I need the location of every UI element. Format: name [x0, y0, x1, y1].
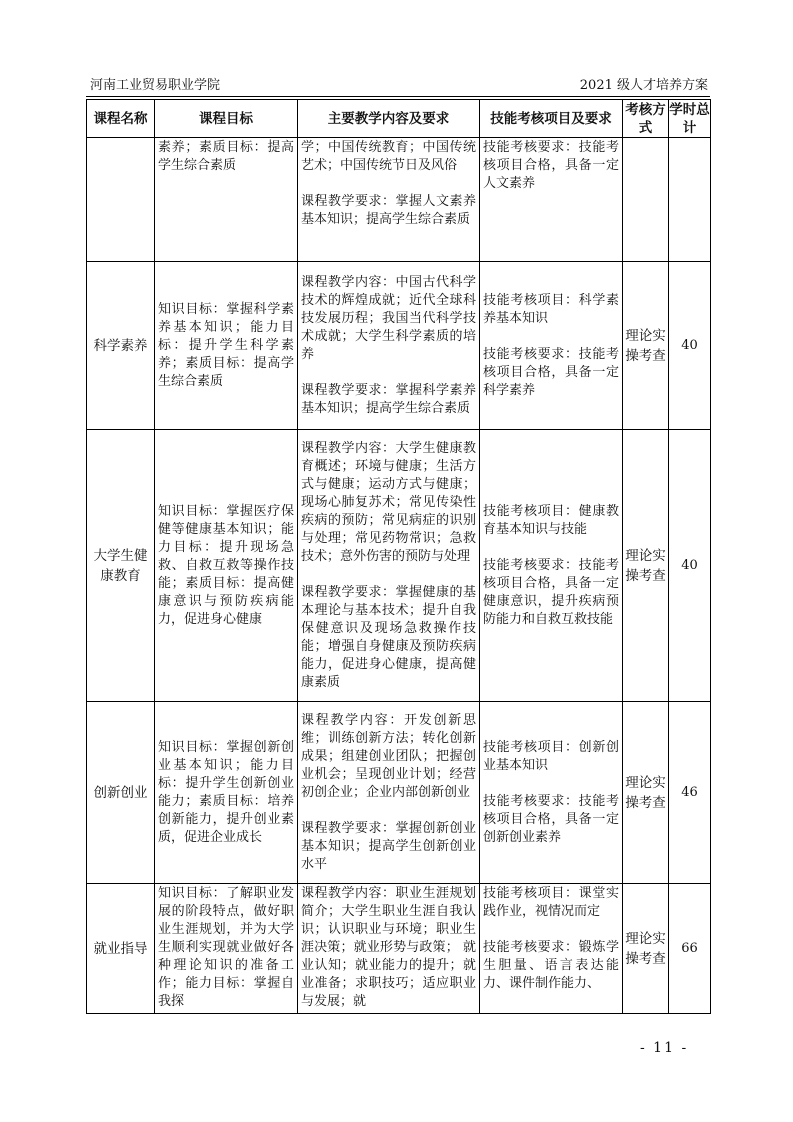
assessment-method-cell: 理论实操考查: [623, 884, 669, 1014]
course-content-cell: 课程教学内容：大学生健康教育概述；环境与健康；生活方式与健康；运动方式与健康；现场心肺复苏术；常见传染性疾病的预防；常见病症的识别与处理；常见药物常识；急救技术；意外伤害的预防与处理 课程教学要求：掌握健康的基本理论与基本技术；提升自我保健意识及现场急救操作技能；增强自身健康及预防疾病能力，促进身心健康，提高健康素质: [298, 430, 480, 702]
course-skill-cell: 技能考核项目：课堂实践作业，视情况而定 技能考核要求：锻炼学生胆量、语言表达能力、课件制作能力、: [480, 884, 623, 1014]
header-rule: [86, 96, 710, 97]
col-header-skill: 技能考核项目及要求: [480, 100, 623, 138]
table-row: [87, 430, 711, 702]
course-skill-cell: 技能考核项目：科学素养基本知识 技能考核要求：技能考核项目合格，具备一定科学素养: [480, 262, 623, 430]
assessment-method-cell: 理论实操考查: [623, 702, 669, 884]
table-row: [87, 262, 711, 430]
course-goal-cell: 知识目标：了解职业发展的阶段特点，做好职业生涯规划，并为大学生顺利实现就业做好各种理论知识的准备工作；能力目标：掌握自我探: [155, 884, 298, 1014]
col-header-method: 考核方式: [623, 100, 669, 138]
assessment-method-cell: 理论实操考查: [623, 262, 669, 430]
table-row: [87, 138, 711, 262]
plan-title: 2021 级人才培养方案: [579, 78, 708, 93]
course-skill-cell: 技能考核要求：技能考核项目合格，具备一定人文素养: [480, 138, 623, 262]
col-header-content: 主要教学内容及要求: [298, 100, 480, 138]
course-skill-cell: 技能考核项目：创新创业基本知识 技能考核要求：技能考核项目合格，具备一定创新创业素养: [480, 702, 623, 884]
total-hours-cell: [669, 138, 711, 262]
col-header-hours: 学时总计: [669, 101, 710, 136]
table-row: [87, 702, 711, 884]
page-number: - 11 -: [640, 1040, 689, 1056]
course-skill-cell: 技能考核项目：健康教育基本知识与技能 技能考核要求：技能考核项目合格，具备一定健康意识，提升疾病预防能力和自救互救技能: [480, 430, 623, 702]
total-hours-cell: 40: [669, 430, 711, 702]
course-goal-cell: 知识目标：掌握创新创业基本知识；能力目标：提升学生创新创业能力；素质目标：培养创新能力，提升创业素质，促进企业成长: [155, 702, 298, 884]
school-name: 河南工业贸易职业学院: [90, 78, 221, 93]
course-name-cell: 就业指导: [87, 884, 155, 1014]
total-hours-cell: 46: [669, 702, 711, 884]
table-header-row: [87, 100, 711, 138]
course-goal-cell: 知识目标：掌握医疗保健等健康基本知识；能力目标：提升现场急救、自救互救等操作技能；素质目标：提高健康意识与预防疾病能力，促进身心健康: [155, 430, 298, 702]
col-header-name: 课程名称: [87, 100, 155, 138]
course-goal-cell: 素养；素质目标：提高学生综合素质: [155, 138, 298, 262]
total-hours-cell: 66: [669, 884, 711, 1014]
course-goal-cell: 知识目标：掌握科学素养基本知识；能力目标：提升学生科学素养；素质目标：提高学生综合素质: [155, 262, 298, 430]
course-content-cell: 课程教学内容：中国古代科学技术的辉煌成就；近代全球科技发展历程；我国当代科学技术成就；大学生科学素质的培养 课程教学要求：掌握科学素养基本知识；提高学生综合素质: [298, 262, 480, 430]
course-content-cell: 课程教学内容：开发创新思维；训练创新方法；转化创新成果；组建创业团队；把握创业机会；呈现创业计划；经营初创企业；企业内部创新创业 课程教学要求：掌握创新创业基本知识；提高学生创新创业水平: [298, 702, 480, 884]
course-name-cell: 创新创业: [87, 702, 155, 884]
table-row: [87, 884, 711, 1014]
page-header: [86, 76, 710, 96]
total-hours-cell: 40: [669, 262, 711, 430]
assessment-method-cell: 理论实操考查: [623, 430, 669, 702]
course-name-cell: [87, 138, 155, 262]
course-table: [86, 99, 711, 1014]
course-content-cell: 学；中国传统教育；中国传统艺术；中国传统节日及风俗 课程教学要求：掌握人文素养基本知识；提高学生综合素质: [298, 138, 480, 262]
col-header-goal: 课程目标: [155, 100, 298, 138]
course-content-cell: 课程教学内容：职业生涯规划简介；大学生职业生涯自我认识；认识职业与环境；职业生涯决策；就业形势与政策； 就业认知；就业能力的提升；就业准备；求职技巧；适应职业与发展；就: [298, 884, 480, 1014]
course-name-cell: 科学素养: [87, 262, 155, 430]
course-name-cell: 大学生健康教育: [87, 430, 155, 702]
assessment-method-cell: [623, 138, 669, 262]
